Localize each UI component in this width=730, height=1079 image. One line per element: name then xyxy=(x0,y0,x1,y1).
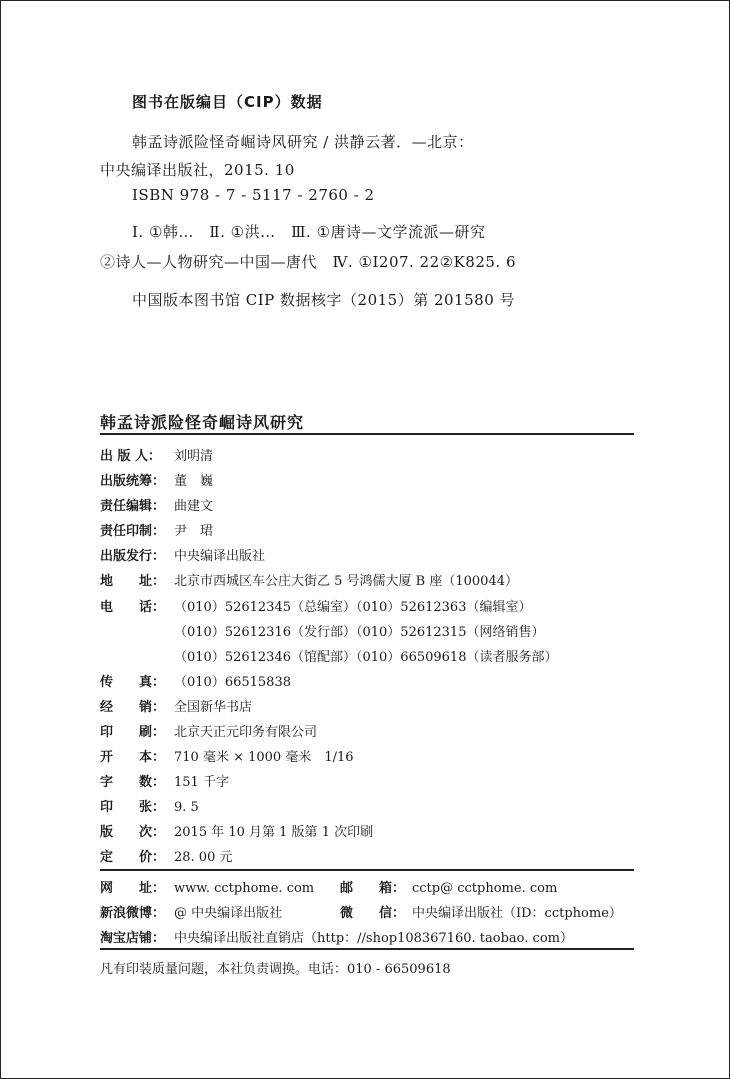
label: 电 话： xyxy=(100,600,166,615)
label: 传 真： xyxy=(100,675,166,690)
value: 北京天正元印务有限公司 xyxy=(174,725,318,740)
label: 地 址： xyxy=(100,574,166,589)
credit-publisher-person xyxy=(100,445,213,464)
credit-coordinator xyxy=(100,470,213,489)
label: 印 张： xyxy=(100,800,166,815)
credit-fax xyxy=(100,671,291,690)
credit-phone xyxy=(100,596,531,615)
credit-format xyxy=(100,746,354,765)
contact-wechat xyxy=(340,902,622,921)
value: www. cctphome. com xyxy=(174,881,315,896)
value: 北京市西城区车公庄大街乙 5 号鸿儒大厦 B 座（100044） xyxy=(174,574,518,589)
book-title: 韩孟诗派险怪奇崛诗风研究 xyxy=(100,413,305,432)
value: cctp@ cctphome. com xyxy=(412,881,558,896)
contact-website xyxy=(100,877,314,896)
cip-classification-1: Ⅰ. ①韩… Ⅱ. ①洪… Ⅲ. ①唐诗—文学流派—研究 xyxy=(132,223,486,241)
label: 出版发行： xyxy=(100,549,166,564)
label: 出版统筹： xyxy=(100,474,166,489)
cip-line-publisher: 中央编译出版社，2015. 10 xyxy=(100,161,295,179)
credit-word-count xyxy=(100,771,229,790)
cip-record-number: 中国版本图书馆 CIP 数据核字（2015）第 201580 号 xyxy=(132,291,516,309)
credit-price xyxy=(100,846,232,865)
label: 网 址： xyxy=(100,881,166,896)
contact-weibo xyxy=(100,902,282,921)
credit-print-supervisor xyxy=(100,520,213,539)
value: 董 巍 xyxy=(174,474,214,489)
divider-bottom xyxy=(100,948,634,950)
credit-edition xyxy=(100,821,373,840)
credit-sheets xyxy=(100,796,199,815)
contact-taobao xyxy=(100,927,573,946)
phone-line-3: （010）52612346（馆配部）（010）66509618（读者服务部） xyxy=(174,650,558,665)
value: 中央编译出版社直销店（http：//shop108367160. taobao. com） xyxy=(174,931,573,946)
value: 28. 00 元 xyxy=(174,850,233,865)
label: 邮 箱： xyxy=(340,881,406,896)
label: 开 本： xyxy=(100,750,166,765)
cip-isbn: ISBN 978 - 7 - 5117 - 2760 - 2 xyxy=(132,186,375,204)
value: 2015 年 10 月第 1 版第 1 次印刷 xyxy=(174,825,374,840)
divider-middle xyxy=(100,869,634,871)
phone-line-2: （010）52612316（发行部）（010）52612315（网络销售） xyxy=(174,625,545,640)
value: 尹 珺 xyxy=(174,524,214,539)
label: 新浪微博： xyxy=(100,906,166,921)
credit-editor xyxy=(100,495,213,514)
credit-address xyxy=(100,570,518,589)
contact-email xyxy=(340,877,557,896)
value: 9. 5 xyxy=(174,800,199,815)
label: 责任印制： xyxy=(100,524,166,539)
cip-heading: 图书在版编目（CIP）数据 xyxy=(132,93,323,111)
value: 710 毫米 × 1000 毫米 1/16 xyxy=(174,750,354,765)
label: 微 信： xyxy=(340,906,406,921)
value: 中央编译出版社（ID：cctphome） xyxy=(412,906,622,921)
label: 淘宝店铺： xyxy=(100,931,166,946)
credit-sales xyxy=(100,696,252,715)
value: （010）66515838 xyxy=(174,675,291,690)
label: 字 数： xyxy=(100,775,166,790)
credit-printer xyxy=(100,721,317,740)
cip-classification-2: ②诗人—人物研究—中国—唐代 Ⅳ. ①I207. 22②K825. 6 xyxy=(100,253,517,271)
label: 定 价： xyxy=(100,850,166,865)
label: 经 销： xyxy=(100,700,166,715)
quality-notice: 凡有印装质量问题，本社负责调换。电话：010 - 66509618 xyxy=(100,962,451,977)
credit-distributor xyxy=(100,545,265,564)
value: 全国新华书店 xyxy=(174,700,253,715)
label: 责任编辑： xyxy=(100,499,166,514)
value: 曲建文 xyxy=(174,499,214,514)
cip-line-title: 韩孟诗派险怪奇崛诗风研究 / 洪静云著．—北京： xyxy=(132,133,474,151)
value: 刘明清 xyxy=(174,449,214,464)
value: @ 中央编译出版社 xyxy=(174,906,283,921)
value: 151 千字 xyxy=(174,775,229,790)
phone-line-1: （010）52612345（总编室）（010）52612363（编辑室） xyxy=(174,600,532,615)
label: 出 版 人： xyxy=(100,449,162,464)
value: 中央编译出版社 xyxy=(174,549,266,564)
label: 印 刷： xyxy=(100,725,166,740)
divider-top xyxy=(100,433,634,435)
label: 版 次： xyxy=(100,825,166,840)
